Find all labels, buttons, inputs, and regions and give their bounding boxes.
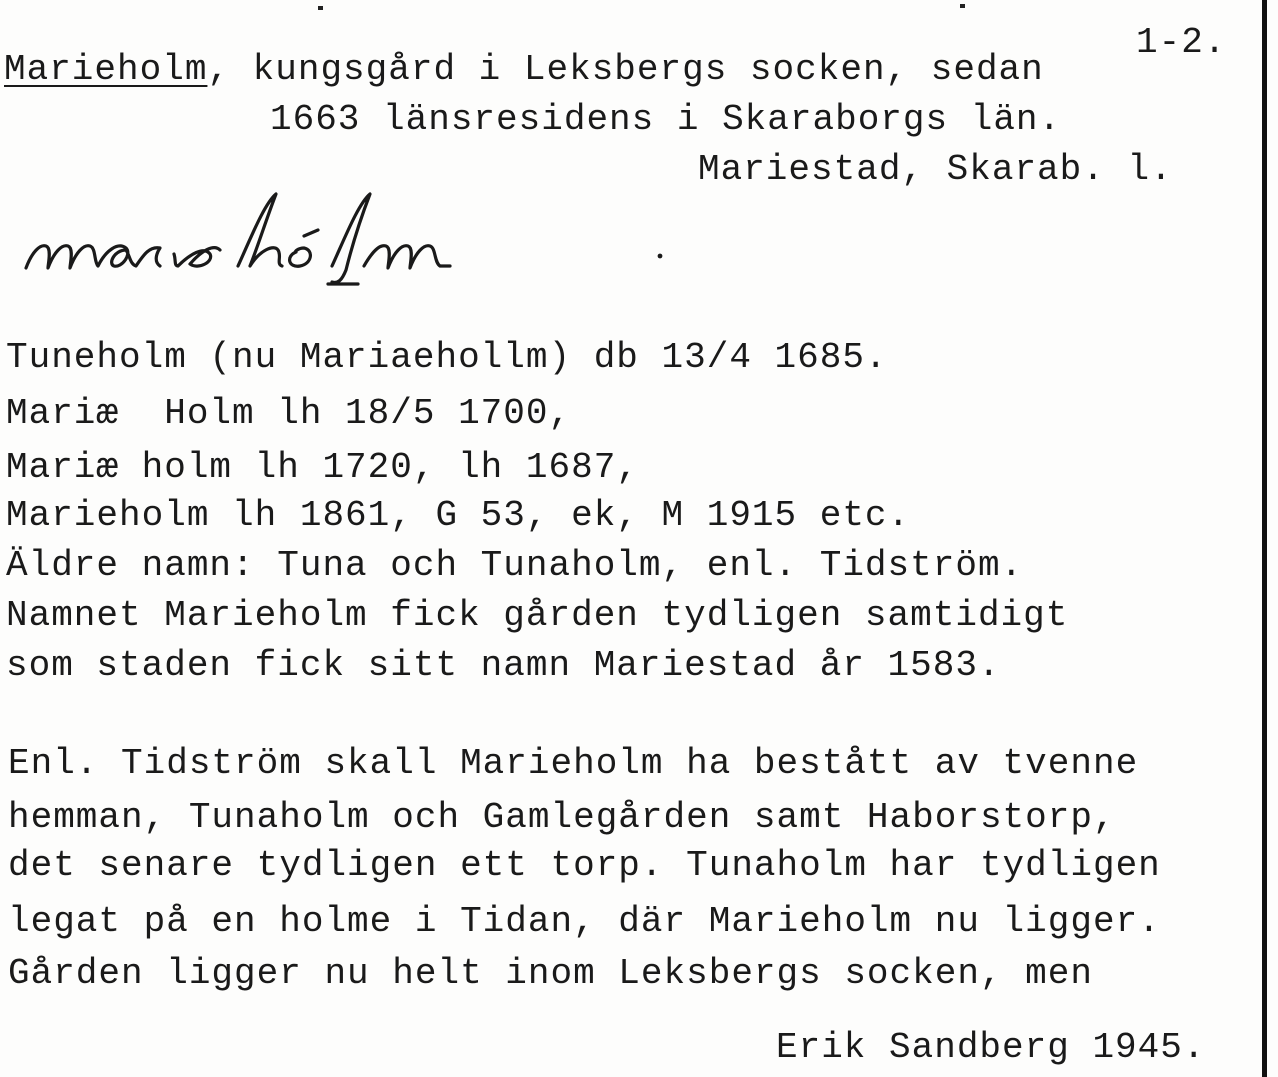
paragraph-line-2: hemman, Tunaholm och Gamlegården samt Haborstorp, bbox=[8, 797, 1116, 838]
headword: Marieholm bbox=[4, 49, 208, 90]
header-line-1 bbox=[4, 49, 1044, 90]
paragraph-line-1: Enl. Tidström skall Marieholm ha bestått av tvenne bbox=[8, 743, 1139, 784]
card-right-edge bbox=[1262, 0, 1267, 1077]
header-description: , kungsgård i Leksbergs socken, sedan bbox=[207, 49, 1044, 90]
header-location: Mariestad, Skarab. l. bbox=[698, 149, 1173, 190]
scan-speck bbox=[960, 4, 965, 8]
naming-note-2: som staden fick sitt namn Mariestad år 1583. bbox=[6, 645, 1001, 686]
attestation-1: Tuneholm (nu Mariaehollm) db 13/4 1685. bbox=[6, 337, 888, 378]
naming-note-1: Namnet Marieholm fick gården tydligen samtidigt bbox=[6, 595, 1069, 636]
paragraph-line-5: Gården ligger nu helt inom Leksbergs socken, men bbox=[8, 953, 1093, 994]
scan-speck bbox=[318, 6, 323, 10]
signature: Erik Sandberg 1945. bbox=[776, 1027, 1206, 1068]
header-line-2: 1663 länsresidens i Skaraborgs län. bbox=[270, 99, 1062, 140]
card-number: 1-2. bbox=[1136, 22, 1227, 63]
paragraph-line-3: det senare tydligen ett torp. Tunaholm har tydligen bbox=[8, 845, 1161, 886]
older-names: Äldre namn: Tuna och Tunaholm, enl. Tidström. bbox=[6, 545, 1024, 586]
handwritten-pronunciation bbox=[14, 180, 694, 290]
attestation-3: Mariæ holm lh 1720, lh 1687, bbox=[6, 447, 639, 488]
paragraph-line-4: legat på en holme i Tidan, där Marieholm nu ligger. bbox=[8, 901, 1161, 942]
attestation-4: Marieholm lh 1861, G 53, ek, M 1915 etc. bbox=[6, 495, 911, 536]
attestation-2: Mariæ Holm lh 18/5 1700, bbox=[6, 393, 572, 434]
